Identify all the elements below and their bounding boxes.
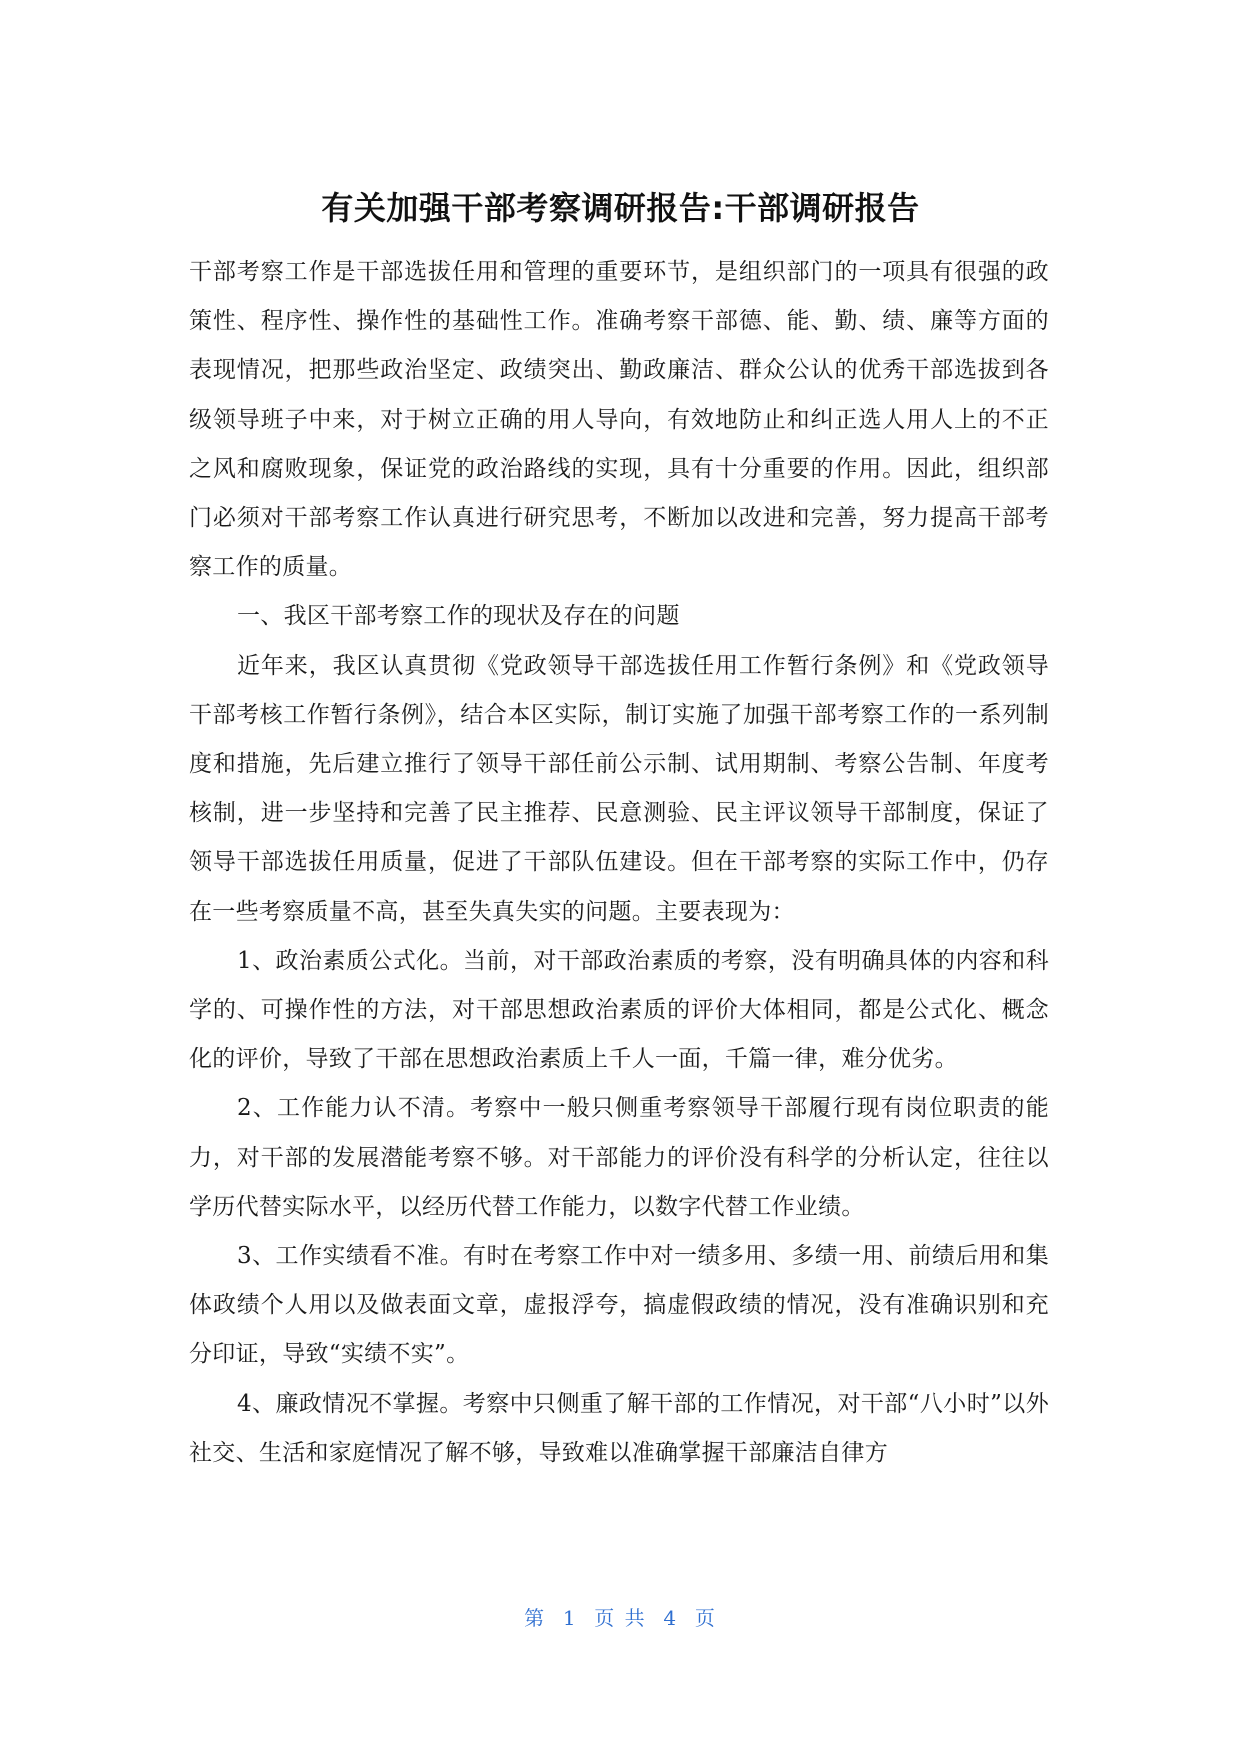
intro-paragraph: 干部考察工作是干部选拔任用和管理的重要环节，是组织部门的一项具有很强的政策性、程序性、操作性的基础性工作。准确考察干部德、能、勤、绩、廉等方面的表现情况，把那些政治坚定、政绩突出、勤政廉洁、群众公认的优秀干部选拔到各级领导班子中来，对于树立正确的用人导向，有效地防止和纠正选人用人上的不正之风和腐败现象，保证党的政治路线的实现，具有十分重要的作用。因此，组织部门必须对干部考察工作认真进行研究思考，不断加以改进和完善，努力提高干部考察工作的质量。 xyxy=(189,259,1049,581)
list-item-work-ability: 2、工作能力认不清。考察中一般只侧重考察领导干部履行现有岗位职责的能力，对干部的发展潜能考察不够。对干部能力的评价没有科学的分析认定，往往以学历代替实际水平，以经历代替工作能力，以数字代替工作业绩。 xyxy=(189,1095,1049,1220)
page-number-footer: 第 1 页 共 4 页 xyxy=(524,1606,717,1630)
document-title: 有关加强干部考察调研报告:干部调研报告 xyxy=(321,189,920,227)
list-item-work-performance: 3、工作实绩看不准。有时在考察工作中对一绩多用、多绩一用、前绩后用和集体政绩个人用以及做表面文章，虚报浮夸，搞虚假政绩的情况，没有准确识别和充分印证，导致“实绩不实”。 xyxy=(189,1243,1049,1368)
list-item-integrity: 4、廉政情况不掌握。考察中只侧重了解干部的工作情况，对干部“八小时”以外社交、生活和家庭情况了解不够，导致难以准确掌握干部廉洁自律方 xyxy=(189,1390,1049,1466)
section-heading: 一、我区干部考察工作的现状及存在的问题 xyxy=(237,603,680,630)
list-item-political-quality: 1、政治素质公式化。当前，对干部政治素质的考察，没有明确具体的内容和科学的、可操作性的方法，对干部思想政治素质的评价大体相同，都是公式化、概念化的评价，导致了干部在思想政治素质上千人一面，千篇一律，难分优劣。 xyxy=(189,947,1049,1073)
body-paragraph: 近年来，我区认真贯彻《党政领导干部选拔任用工作暂行条例》和《党政领导干部考核工作暂行条例》，结合本区实际，制订实施了加强干部考察工作的一系列制度和措施，先后建立推行了领导干部任前公示制、试用期制、考察公告制、年度考核制，进一步坚持和完善了民主推荐、民意测验、民主评议领导干部制度，保证了领导干部选拔任用质量，促进了干部队伍建设。但在干部考察的实际工作中，仍存在一些考察质量不高，甚至失真失实的问题。主要表现为： xyxy=(189,652,1049,925)
document-body xyxy=(189,248,1049,1478)
